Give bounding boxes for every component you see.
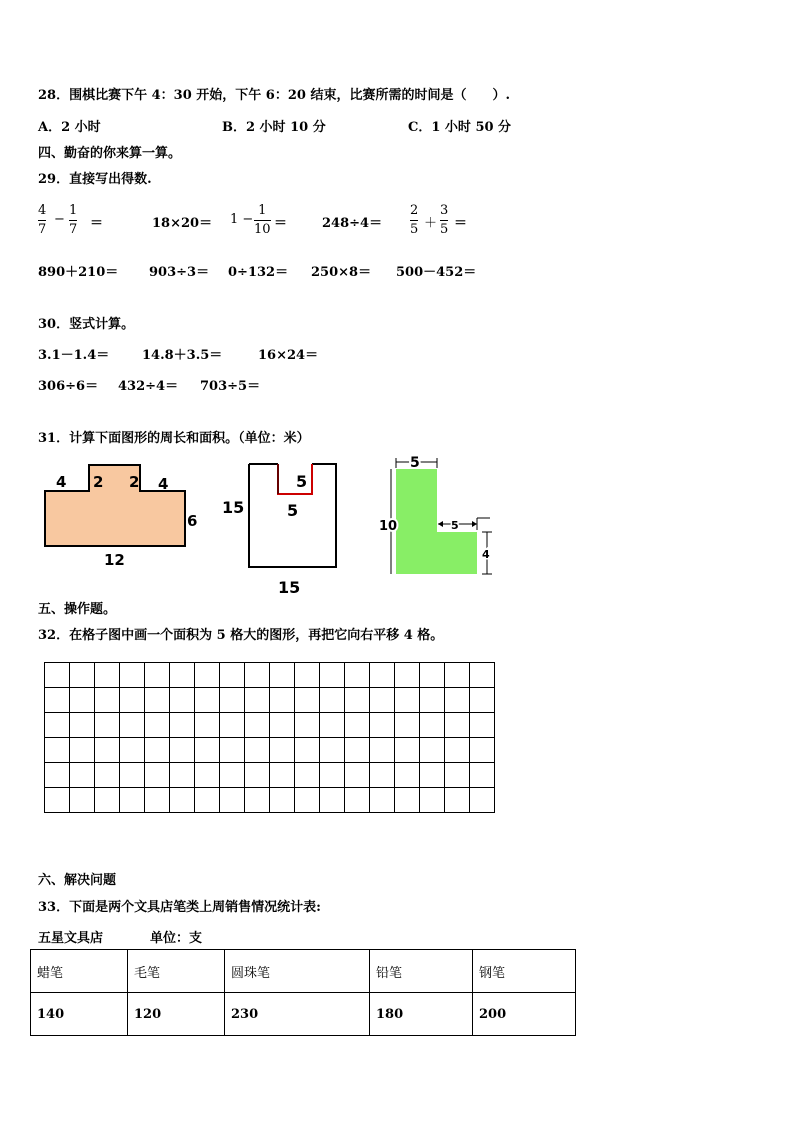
grid-cell[interactable] <box>370 688 395 713</box>
unit-label: 单位：支 <box>150 931 203 946</box>
expression: 306÷6＝ <box>38 379 99 394</box>
grid-cell[interactable] <box>295 713 320 738</box>
section6-title: 六、解决问题 <box>38 873 117 888</box>
dimension-label: 15 <box>278 578 301 597</box>
grid-cell[interactable] <box>120 713 145 738</box>
fraction <box>410 203 418 238</box>
fraction <box>69 203 77 238</box>
section4-title: 四、勤奋的你来算一算。 <box>38 146 182 161</box>
grid-cell[interactable] <box>70 688 95 713</box>
minus-sign: − <box>54 212 65 227</box>
numerator: 4 <box>38 203 47 218</box>
grid-cell[interactable] <box>445 663 470 688</box>
expression: 500－452＝ <box>396 265 477 280</box>
grid-cell[interactable] <box>195 788 220 813</box>
grid-cell[interactable] <box>445 788 470 813</box>
expression: 248÷4＝ <box>322 216 383 231</box>
table-cell: 200 <box>473 993 576 1036</box>
grid-cell[interactable] <box>220 788 245 813</box>
equals-sign: ＝ <box>274 216 288 231</box>
equals-sign: ＝ <box>454 216 468 231</box>
table-header-cell: 铅笔 <box>370 950 473 993</box>
grid-cell[interactable] <box>45 713 70 738</box>
grid-cell[interactable] <box>245 713 270 738</box>
grid-cell[interactable] <box>145 738 170 763</box>
grid-cell[interactable] <box>270 688 295 713</box>
grid-cell[interactable] <box>95 763 120 788</box>
grid-cell[interactable] <box>345 713 370 738</box>
numerator: 1 <box>69 203 78 218</box>
grid-cell[interactable] <box>145 713 170 738</box>
grid-cell[interactable] <box>145 788 170 813</box>
numerator: 2 <box>410 203 419 218</box>
grid-cell[interactable] <box>120 688 145 713</box>
grid-cell[interactable] <box>470 763 495 788</box>
grid-cell[interactable] <box>420 738 445 763</box>
table-cell: 230 <box>225 993 370 1036</box>
grid-cell[interactable] <box>445 713 470 738</box>
plus-sign: ＋ <box>424 216 438 231</box>
q28-option-c: C．1 小时 50 分 <box>408 120 512 135</box>
q31-figure-1 <box>40 460 210 575</box>
table-header-cell: 毛笔 <box>128 950 225 993</box>
expression: 0÷132＝ <box>228 265 289 280</box>
expression: 14.8＋3.5＝ <box>142 348 223 363</box>
fraction <box>440 203 448 238</box>
table-cell: 180 <box>370 993 473 1036</box>
expression: 890＋210＝ <box>38 265 119 280</box>
dimension-label: 15 <box>222 498 245 517</box>
equals-sign: ＝ <box>90 216 104 231</box>
grid-cell[interactable] <box>70 713 95 738</box>
denominator: 10 <box>254 222 271 237</box>
table-row <box>31 993 576 1036</box>
grid-cell[interactable] <box>320 788 345 813</box>
grid-cell[interactable] <box>320 713 345 738</box>
grid-row <box>45 713 495 738</box>
grid-cell[interactable] <box>45 788 70 813</box>
grid-cell[interactable] <box>95 663 120 688</box>
grid-row <box>45 688 495 713</box>
denominator: 5 <box>440 222 449 237</box>
grid-cell[interactable] <box>170 713 195 738</box>
grid-cell[interactable] <box>195 713 220 738</box>
grid-cell[interactable] <box>270 713 295 738</box>
grid-cell[interactable] <box>345 738 370 763</box>
arrow-left-icon <box>438 521 443 527</box>
grid-cell[interactable] <box>295 763 320 788</box>
grid-cell[interactable] <box>95 688 120 713</box>
grid-cell[interactable] <box>270 763 295 788</box>
grid-cell[interactable] <box>70 763 95 788</box>
grid-cell[interactable] <box>370 788 395 813</box>
denominator: 7 <box>38 222 47 237</box>
fraction <box>254 203 271 238</box>
grid-row <box>45 788 495 813</box>
grid-cell[interactable] <box>120 788 145 813</box>
grid-cell[interactable] <box>370 763 395 788</box>
grid-cell[interactable] <box>470 688 495 713</box>
numerator: 3 <box>440 203 449 218</box>
dimension-label: 4 <box>56 473 67 491</box>
grid-cell[interactable] <box>145 763 170 788</box>
grid-cell[interactable] <box>95 788 120 813</box>
grid-cell[interactable] <box>320 738 345 763</box>
expression: 432÷4＝ <box>118 379 179 394</box>
table-header-cell: 圆珠笔 <box>225 950 370 993</box>
q31-text: 31．计算下面图形的周长和面积。（单位：米） <box>38 431 310 446</box>
grid-cell[interactable] <box>45 738 70 763</box>
grid-cell[interactable] <box>95 713 120 738</box>
grid-cell[interactable] <box>395 713 420 738</box>
grid-cell[interactable] <box>70 788 95 813</box>
grid-row <box>45 763 495 788</box>
grid-cell[interactable] <box>120 763 145 788</box>
grid-cell[interactable] <box>295 663 320 688</box>
grid-cell[interactable] <box>345 663 370 688</box>
grid-cell[interactable] <box>120 738 145 763</box>
grid-cell[interactable] <box>45 688 70 713</box>
dimension-label: 5 <box>287 501 299 520</box>
grid-cell[interactable] <box>420 713 445 738</box>
grid-cell[interactable] <box>170 688 195 713</box>
grid-cell[interactable] <box>170 663 195 688</box>
table-header-cell: 钢笔 <box>473 950 576 993</box>
grid-cell[interactable] <box>170 763 195 788</box>
dimension-label: 5 <box>296 472 308 491</box>
table-header-row <box>31 950 576 993</box>
grid-cell[interactable] <box>395 763 420 788</box>
grid-cell[interactable] <box>245 788 270 813</box>
grid-cell[interactable] <box>370 663 395 688</box>
grid-cell[interactable] <box>245 688 270 713</box>
grid-cell[interactable] <box>70 663 95 688</box>
expression: 703÷5＝ <box>200 379 261 394</box>
grid-cell[interactable] <box>445 763 470 788</box>
grid-row <box>45 738 495 763</box>
numerator: 1 <box>258 203 267 218</box>
grid-cell[interactable] <box>220 713 245 738</box>
fraction <box>38 203 46 238</box>
grid-cell[interactable] <box>420 663 445 688</box>
denominator: 5 <box>410 222 419 237</box>
q32-text: 32．在格子图中画一个面积为 5 格大的图形，再把它向右平移 4 格。 <box>38 628 444 643</box>
grid-cell[interactable] <box>345 763 370 788</box>
grid-cell[interactable] <box>470 663 495 688</box>
grid-cell[interactable] <box>195 663 220 688</box>
grid-cell[interactable] <box>470 738 495 763</box>
arrow-right-icon <box>472 521 477 527</box>
grid-cell[interactable] <box>220 738 245 763</box>
expression: 16×24＝ <box>258 348 319 363</box>
expression: 250×8＝ <box>311 265 372 280</box>
grid-cell[interactable] <box>420 763 445 788</box>
dimension-label: 2 <box>93 473 104 491</box>
grid-cell[interactable] <box>470 713 495 738</box>
table-header-cell: 蜡笔 <box>31 950 128 993</box>
grid-cell[interactable] <box>420 788 445 813</box>
q28-text: 28．围棋比赛下午 4：30 开始，下午 6：20 结束，比赛所需的时间是（ ）. <box>38 88 510 103</box>
grid-cell[interactable] <box>195 763 220 788</box>
grid-cell[interactable] <box>145 688 170 713</box>
grid-cell[interactable] <box>295 688 320 713</box>
q28-option-a: A．2 小时 <box>38 120 101 135</box>
grid-cell[interactable] <box>220 763 245 788</box>
grid-cell[interactable] <box>270 663 295 688</box>
table-cell: 140 <box>31 993 128 1036</box>
grid-cell[interactable] <box>270 738 295 763</box>
grid-cell[interactable] <box>195 738 220 763</box>
drawing-grid[interactable] <box>44 662 495 813</box>
grid-cell[interactable] <box>195 688 220 713</box>
grid-cell[interactable] <box>295 738 320 763</box>
grid-cell[interactable] <box>120 663 145 688</box>
grid-cell[interactable] <box>370 738 395 763</box>
grid-cell[interactable] <box>220 663 245 688</box>
grid-cell[interactable] <box>170 738 195 763</box>
grid-cell[interactable] <box>395 738 420 763</box>
q30-text: 30．竖式计算。 <box>38 317 135 332</box>
expression: 3.1－1.4＝ <box>38 348 110 363</box>
grid-cell[interactable] <box>245 763 270 788</box>
denominator: 7 <box>69 222 78 237</box>
store-name: 五星文具店 <box>38 931 104 946</box>
grid-cell[interactable] <box>95 738 120 763</box>
q33-text: 33．下面是两个文具店笔类上周销售情况统计表: <box>38 900 321 915</box>
grid-cell[interactable] <box>320 663 345 688</box>
q28-option-b: B．2 小时 10 分 <box>222 120 326 135</box>
section5-title: 五、操作题。 <box>38 602 117 617</box>
grid-cell[interactable] <box>270 788 295 813</box>
grid-cell[interactable] <box>320 688 345 713</box>
expression-part: 1 − <box>230 212 254 227</box>
q29-text: 29．直接写出得数. <box>38 172 152 187</box>
table-cell: 120 <box>128 993 225 1036</box>
grid-cell[interactable] <box>245 663 270 688</box>
q31-figure-2 <box>218 458 346 598</box>
dimension-label: 5 <box>410 455 420 471</box>
grid-cell[interactable] <box>170 788 195 813</box>
dimension-label: 10 <box>379 519 398 534</box>
dimension-label: 12 <box>104 551 125 569</box>
grid-cell[interactable] <box>345 688 370 713</box>
grid-cell[interactable] <box>220 688 245 713</box>
grid-cell[interactable] <box>420 688 445 713</box>
q31-figure-3 <box>378 450 498 578</box>
grid-cell[interactable] <box>295 788 320 813</box>
l-shape <box>396 469 477 574</box>
grid-cell[interactable] <box>45 663 70 688</box>
dimension-label: 2 <box>129 473 140 491</box>
dimension-label: 6 <box>187 512 198 530</box>
grid-cell[interactable] <box>395 663 420 688</box>
grid-cell[interactable] <box>395 788 420 813</box>
grid-row <box>45 663 495 688</box>
grid-cell[interactable] <box>445 688 470 713</box>
grid-cell[interactable] <box>470 788 495 813</box>
grid-cell[interactable] <box>245 738 270 763</box>
sales-table <box>30 949 576 1036</box>
grid-cell[interactable] <box>445 738 470 763</box>
grid-cell[interactable] <box>45 763 70 788</box>
dimension-label: 4 <box>158 475 169 493</box>
grid-cell[interactable] <box>370 713 395 738</box>
grid-cell[interactable] <box>70 738 95 763</box>
expression: 903÷3＝ <box>149 265 210 280</box>
grid-cell[interactable] <box>320 763 345 788</box>
grid-cell[interactable] <box>395 688 420 713</box>
expression: 18×20＝ <box>152 216 213 231</box>
dimension-label: 4 <box>482 548 490 561</box>
grid-cell[interactable] <box>145 663 170 688</box>
grid-cell[interactable] <box>345 788 370 813</box>
dimension-label: 5 <box>451 519 459 532</box>
